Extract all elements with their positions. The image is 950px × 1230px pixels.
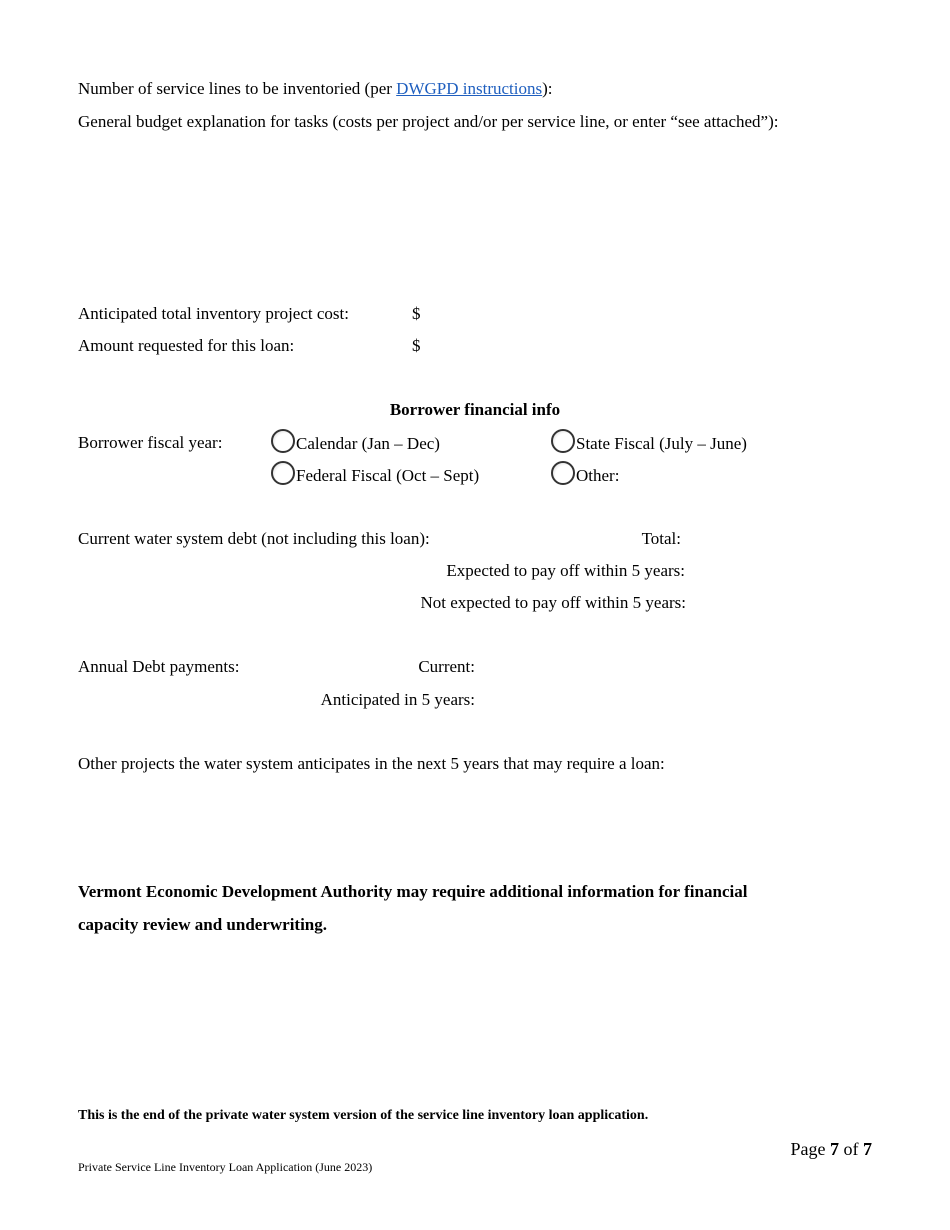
budget-explanation-input[interactable] [78, 136, 872, 290]
financial-heading: Borrower financial info [389, 400, 561, 419]
page-current: 7 [830, 1139, 839, 1159]
total-cost-label: Anticipated total inventory project cost: [78, 304, 349, 323]
page-mid: of [839, 1139, 863, 1159]
service-lines-label-suffix: ): [542, 79, 553, 98]
other-projects-label: Other projects the water system anticipates in the next 5 years that may require a loan: [78, 754, 665, 773]
payments-current-input[interactable] [480, 656, 684, 680]
option-label: State Fiscal (July – June) [576, 434, 747, 453]
service-lines-label [78, 79, 552, 99]
end-notice: This is the end of the private water system version of the service line inventory loan application. [78, 1108, 649, 1123]
debt-expected-input[interactable] [690, 560, 874, 584]
service-lines-input[interactable] [600, 78, 874, 102]
annual-payments-label: Annual Debt payments: [78, 657, 240, 676]
fiscal-year-label: Borrower fiscal year: [78, 433, 223, 452]
radio-other[interactable] [551, 461, 575, 485]
radio-state-fiscal[interactable] [551, 429, 575, 453]
page-prefix: Page [790, 1139, 830, 1159]
amount-requested-currency: $ [412, 336, 421, 355]
veda-notice-line2: capacity review and underwriting. [78, 915, 328, 934]
debt-expected-label: Expected to pay off within 5 years: [446, 561, 685, 580]
radio-calendar[interactable] [271, 429, 295, 453]
amount-requested-input[interactable] [425, 335, 629, 359]
service-lines-label-text: Number of service lines to be inventoried (per [78, 79, 397, 98]
fiscal-option-other[interactable] [551, 461, 619, 486]
footer-doc-title: Private Service Line Inventory Loan Application (June 2023) [78, 1160, 373, 1174]
page-number [791, 1139, 873, 1159]
other-projects-input[interactable] [78, 780, 872, 864]
payments-anticipated-input[interactable] [480, 689, 684, 713]
debt-not-expected-label: Not expected to pay off within 5 years: [420, 593, 686, 612]
fiscal-option-calendar[interactable] [271, 429, 440, 454]
total-cost-currency: $ [412, 304, 421, 323]
option-label: Federal Fiscal (Oct – Sept) [296, 466, 480, 485]
veda-notice-line1: Vermont Economic Development Authority may require additional information for financial [78, 882, 748, 901]
debt-not-expected-input[interactable] [690, 592, 874, 616]
page-total: 7 [863, 1139, 872, 1159]
debt-total-input[interactable] [690, 528, 874, 552]
amount-requested-label: Amount requested for this loan: [78, 336, 295, 355]
option-label: Calendar (Jan – Dec) [296, 434, 440, 453]
radio-federal-fiscal[interactable] [271, 461, 295, 485]
payments-anticipated-label: Anticipated in 5 years: [320, 690, 475, 709]
dwgpd-instructions-link[interactable]: DWGPD instructions [396, 79, 543, 98]
payments-current-label: Current: [418, 657, 475, 676]
option-label: Other: [576, 466, 620, 485]
total-cost-input[interactable] [425, 303, 629, 327]
fiscal-option-state[interactable] [551, 429, 747, 454]
debt-total-label: Total: [641, 529, 681, 548]
current-debt-label: Current water system debt (not including this loan): [78, 529, 430, 548]
fiscal-option-federal[interactable] [271, 461, 479, 486]
budget-explanation-label: General budget explanation for tasks (costs per project and/or per service line, or enter “see attached”): [78, 112, 779, 131]
fiscal-other-input[interactable] [632, 463, 866, 487]
